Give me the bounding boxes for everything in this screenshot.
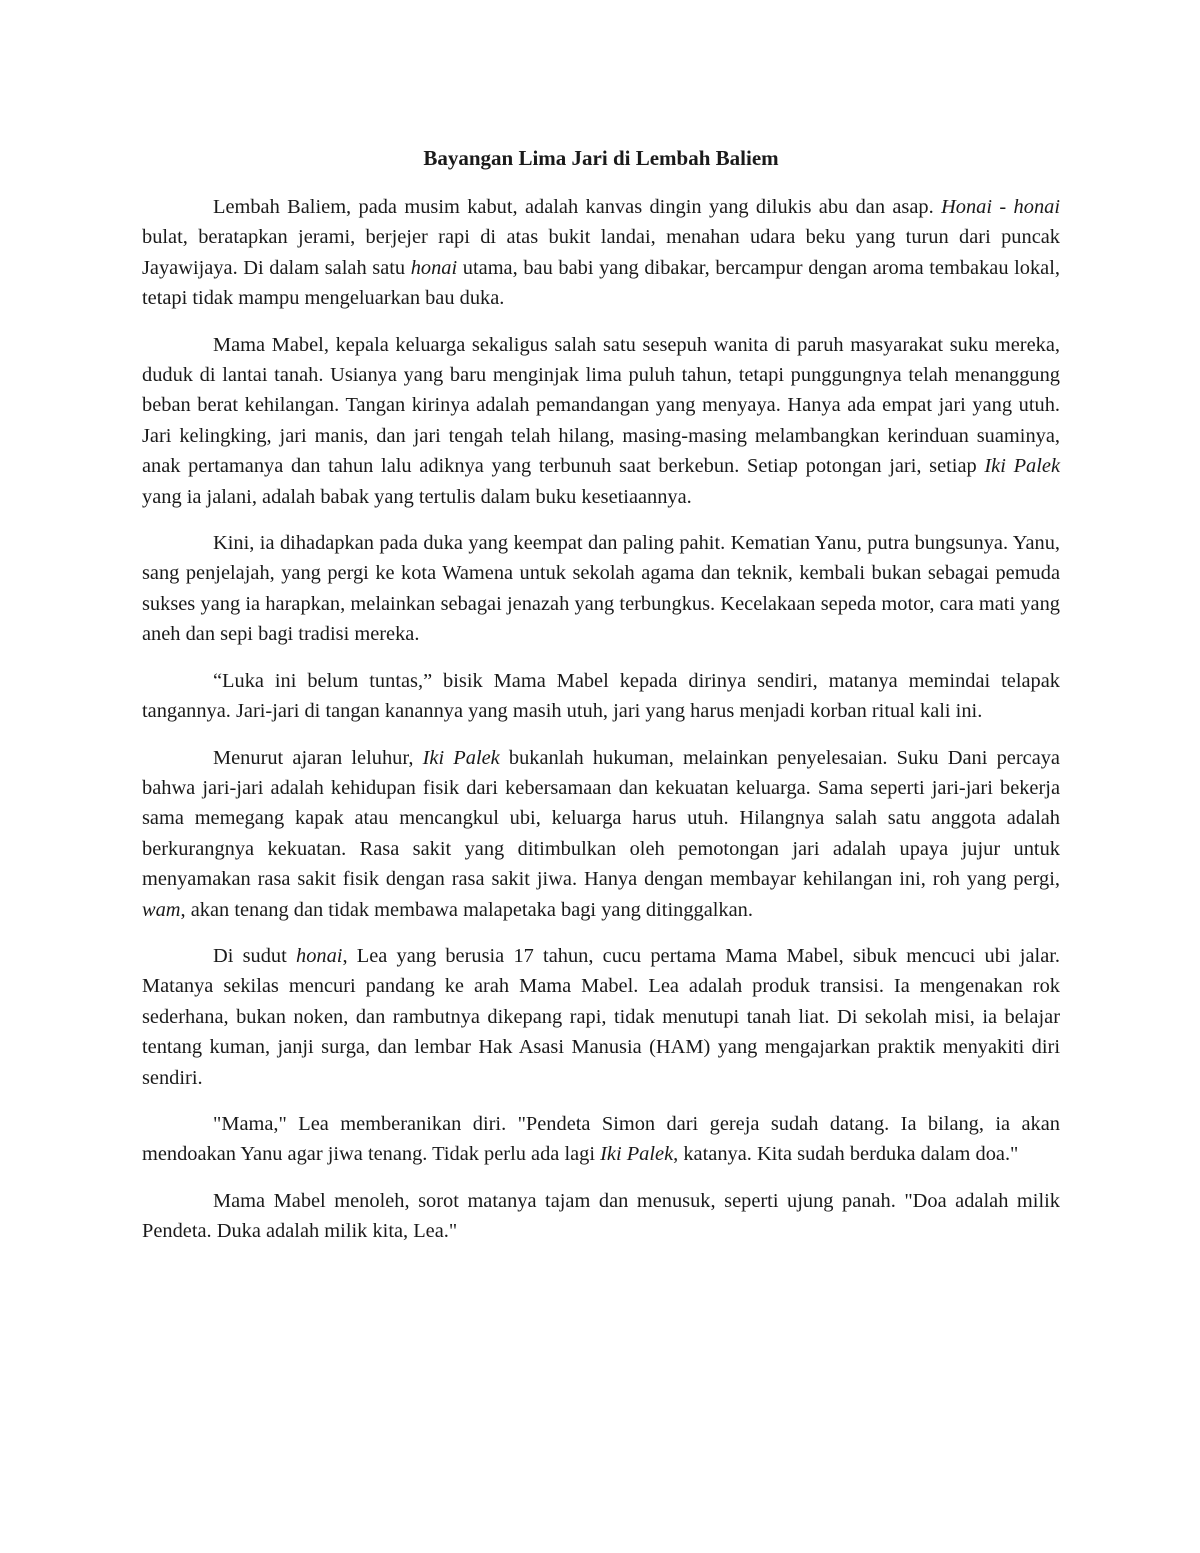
text-run: Lembah Baliem, pada musim kabut, adalah kanvas dingin yang dilukis abu dan asap. <box>213 196 942 218</box>
document-body <box>142 138 1060 1247</box>
italic-term: honai <box>410 256 458 279</box>
paragraph <box>142 666 1060 727</box>
paragraph-list <box>142 192 1060 1247</box>
italic-term: Iki Palek <box>984 455 1060 478</box>
italic-term: Iki Palek <box>422 746 500 769</box>
text-run: , akan tenang dan tidak membawa malapetaka bagi yang ditinggalkan. <box>180 898 753 921</box>
paragraph <box>142 528 1060 650</box>
paragraph <box>142 1186 1060 1247</box>
text-run: - <box>992 196 1014 218</box>
paragraph <box>142 743 1060 925</box>
paragraph <box>142 1109 1060 1170</box>
italic-term: honai <box>1013 196 1060 218</box>
text-run: “Luka ini belum tuntas,” bisik Mama Mabel kepada dirinya sendiri, matanya memindai telapak tangannya. Jari-jari di tangan kanannya yang masih utuh, jari yang harus menjadi korban ritual kali ini. <box>142 669 1060 723</box>
text-run: "Mama," Lea memberanikan diri. "Pendeta Simon dari gereja sudah datang. Ia bilang, ia akan mendoakan Yanu agar jiwa tenang. Tidak perlu ada lagi <box>142 1112 1060 1166</box>
text-run: Di sudut <box>213 944 296 967</box>
paragraph <box>142 192 1060 314</box>
text-run: Kini, ia dihadapkan pada duka yang keempat dan paling pahit. Kematian Yanu, putra bungsunya. Yanu, sang penjelajah, yang pergi ke kota Wamena untuk sekolah agama dan teknik, kembali bukan sebagai pemuda sukses yang ia harapkan, melainkan sebagai jenazah yang terbungkus. Kecelakaan sepeda motor, cara mati yang aneh dan sepi bagi tradisi mereka. <box>142 532 1060 646</box>
text-run: bukanlah hukuman, melainkan penyelesaian. Suku Dani percaya bahwa jari-jari adalah kehidupan fisik dari kebersamaan dan kekuatan keluarga. Sama seperti jari-jari bekerja sama memegang kapak atau mencangkul ubi, keluarga harus utuh. Hilangnya salah satu anggota adalah berkurangnya kekuatan. Rasa sakit yang ditimbulkan oleh pemotongan jari adalah upaya jujur untuk menyamakan rasa sakit fisik dengan rasa sakit jiwa. Hanya dengan membayar kehilangan ini, roh yang pergi, <box>142 746 1060 891</box>
document-title: Bayangan Lima Jari di Lembah Baliem <box>423 146 779 170</box>
paragraph <box>142 941 1060 1093</box>
text-run: Mama Mabel, kepala keluarga sekaligus salah satu sesepuh wanita di paruh masyarakat suku mereka, duduk di lantai tanah. Usianya yang baru menginjak lima puluh tahun, tetapi punggungnya telah menanggung beban berat kehilangan. Tangan kirinya adalah pemandangan yang menyaya. Hanya ada empat jari yang utuh. Jari kelingking, jari manis, dan jari tengah telah hilang, masing-masing melambangkan kerinduan suaminya, anak pertamanya dan tahun lalu adiknya yang terbunuh saat berkebun. Setiap potongan jari, setiap <box>142 333 1060 478</box>
text-run: Menurut ajaran leluhur, <box>213 746 423 769</box>
text-run: , katanya. Kita sudah berduka dalam doa." <box>673 1143 1019 1166</box>
text-run: utama, bau babi yang dibakar, bercampur dengan aroma tembakau lokal, tetapi tidak mampu mengeluarkan bau duka. <box>142 256 1060 310</box>
italic-term: wam <box>142 898 181 921</box>
paragraph <box>142 330 1060 512</box>
text-run: yang ia jalani, adalah babak yang tertulis dalam buku kesetiaannya. <box>142 485 692 508</box>
text-run: bulat, beratapkan jerami, berjejer rapi di atas bukit landai, menahan udara beku yang turun dari puncak Jayawijaya. Di dalam salah satu <box>142 226 1060 279</box>
italic-term: honai <box>296 944 343 967</box>
text-run: , Lea yang berusia 17 tahun, cucu pertama Mama Mabel, sibuk mencuci ubi jalar. Matanya sekilas mencuri pandang ke arah Mama Mabel. Lea adalah produk transisi. Ia mengenakan rok sederhana, bukan noken, dan rambutnya dikepang rapi, tidak menutupi tanah liat. Di sekolah misi, ia belajar tentang kuman, janji surga, dan lembar Hak Asasi Manusia (HAM) yang mengajarkan praktik menyakiti diri sendiri. <box>142 944 1061 1089</box>
italic-term: Honai <box>941 196 993 218</box>
text-run: Mama Mabel menoleh, sorot matanya tajam dan menusuk, seperti ujung panah. "Doa adalah milik Pendeta. Duka adalah milik kita, Lea." <box>142 1189 1060 1243</box>
italic-term: Iki Palek <box>600 1143 674 1166</box>
